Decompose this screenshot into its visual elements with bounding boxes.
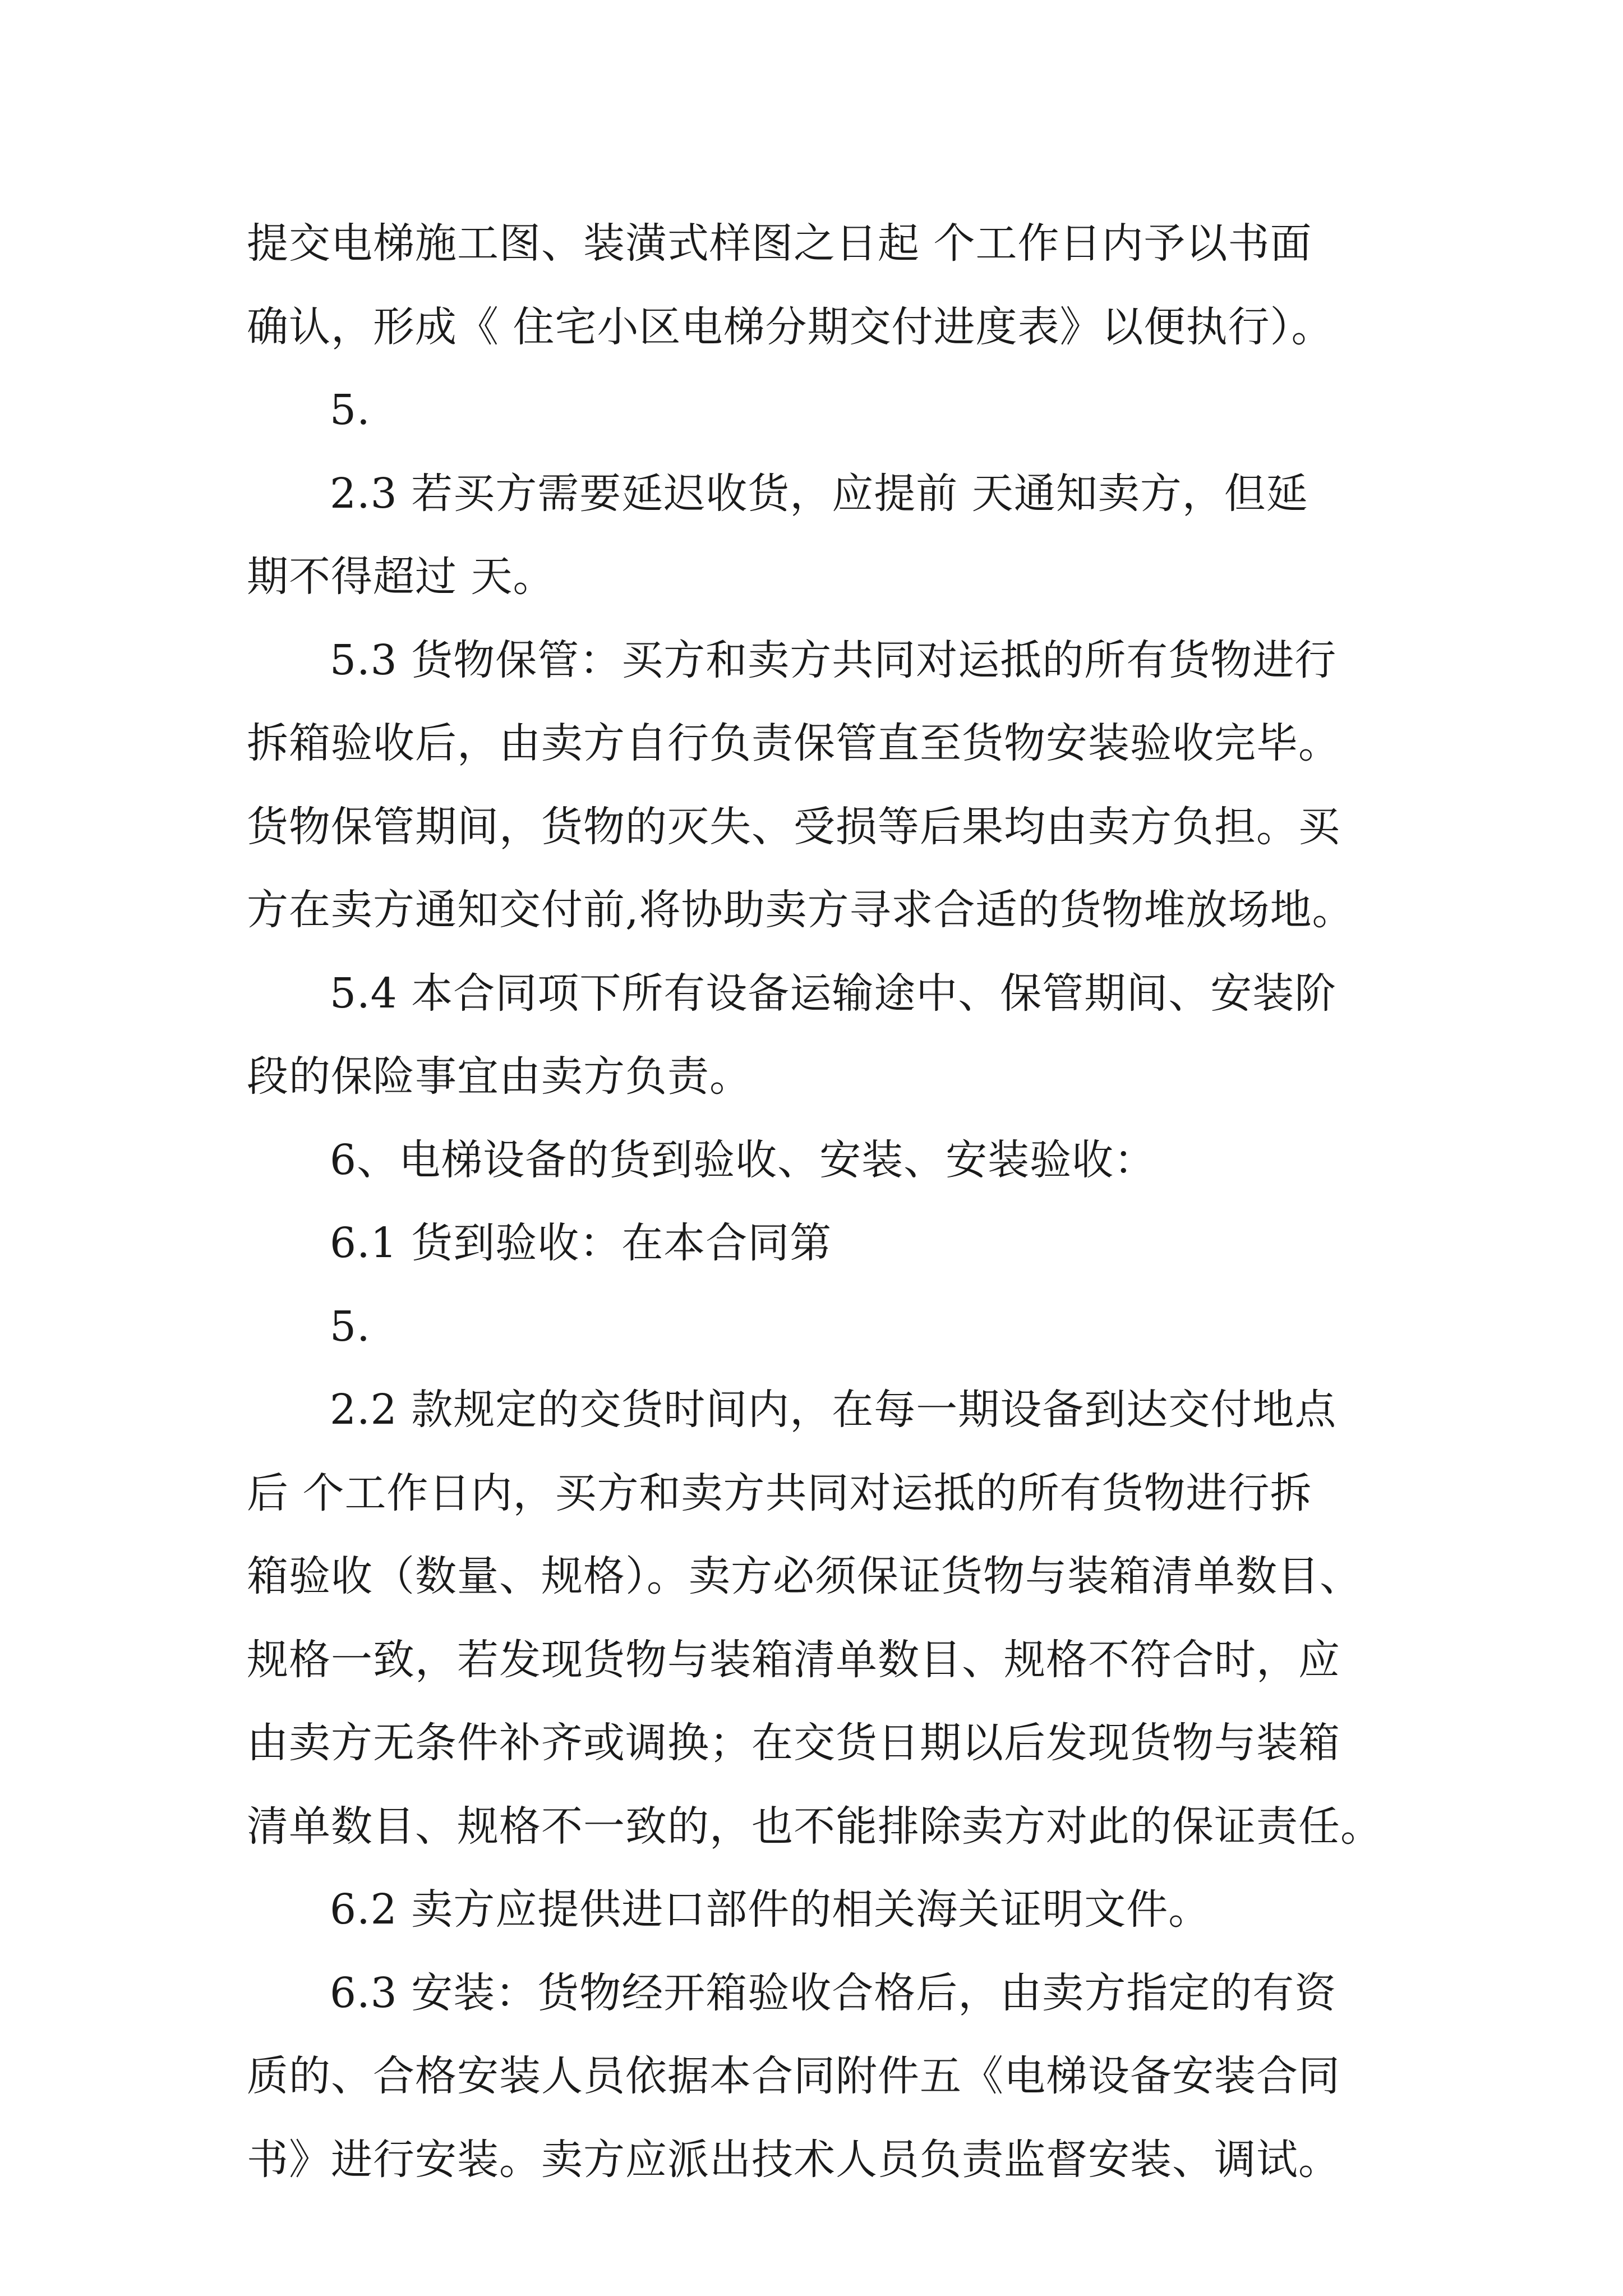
text-line: 5.3 货物保管：买方和卖方共同对运抵的所有货物进行 <box>330 636 1337 684</box>
text-line: 方在卖方通知交付前,将协助卖方寻求合适的货物堆放场地。 <box>247 886 1354 934</box>
text-line: 箱验收（数量、规格）。卖方必须保证货物与装箱清单数目、 <box>247 1552 1362 1600</box>
text-line: 2.2 款规定的交货时间内，在每一期设备到达交付地点 <box>330 1386 1337 1434</box>
text-line: 清单数目、规格不一致的，也不能排除卖方对此的保证责任。 <box>247 1802 1382 1851</box>
text-line: 6.3 安装：货物经开箱验收合格后，由卖方指定的有资 <box>330 1968 1337 2017</box>
text-line: 质的、合格安装人员依据本合同附件五《电梯设备安装合同 <box>247 2052 1340 2100</box>
text-line: 书》进行安装。卖方应派出技术人员负责监督安装、调试。 <box>247 2135 1340 2184</box>
text-line: 确认，形成《 住宅小区电梯分期交付进度表》以便执行）。 <box>247 302 1334 351</box>
text-line: 5. <box>330 386 371 434</box>
text-line: 6.1 货到验收：在本合同第 <box>330 1219 832 1267</box>
text-line: 拆箱验收后，由卖方自行负责保管直至货物安装验收完毕。 <box>247 719 1340 767</box>
text-line: 规格一致，若发现货物与装箱清单数目、规格不符合时，应 <box>247 1635 1340 1684</box>
text-line: 货物保管期间，货物的灭失、受损等后果均由卖方负担。买 <box>247 802 1340 851</box>
text-line: 5. <box>330 1302 371 1351</box>
text-line: 后 个工作日内，买方和卖方共同对运抵的所有货物进行拆 <box>247 1469 1312 1517</box>
document-body <box>247 202 1391 2201</box>
text-line: 段的保险事宜由卖方负责。 <box>247 1052 751 1101</box>
text-line: 由卖方无条件补齐或调换；在交货日期以后发现货物与装箱 <box>247 1719 1340 1767</box>
text-line: 期不得超过 天。 <box>247 553 555 601</box>
text-line: 6.2 卖方应提供进口部件的相关海关证明文件。 <box>330 1885 1211 1934</box>
text-line: 5.4 本合同项下所有设备运输途中、保管期间、安装阶 <box>330 969 1337 1018</box>
section-heading: 6、电梯设备的货到验收、安装、安装验收： <box>330 1135 1156 1184</box>
text-line: 提交电梯施工图、装潢式样图之日起 个工作日内予以书面 <box>247 219 1312 268</box>
text-line: 2.3 若买方需要延迟收货，应提前 天通知卖方，但延 <box>330 469 1308 518</box>
